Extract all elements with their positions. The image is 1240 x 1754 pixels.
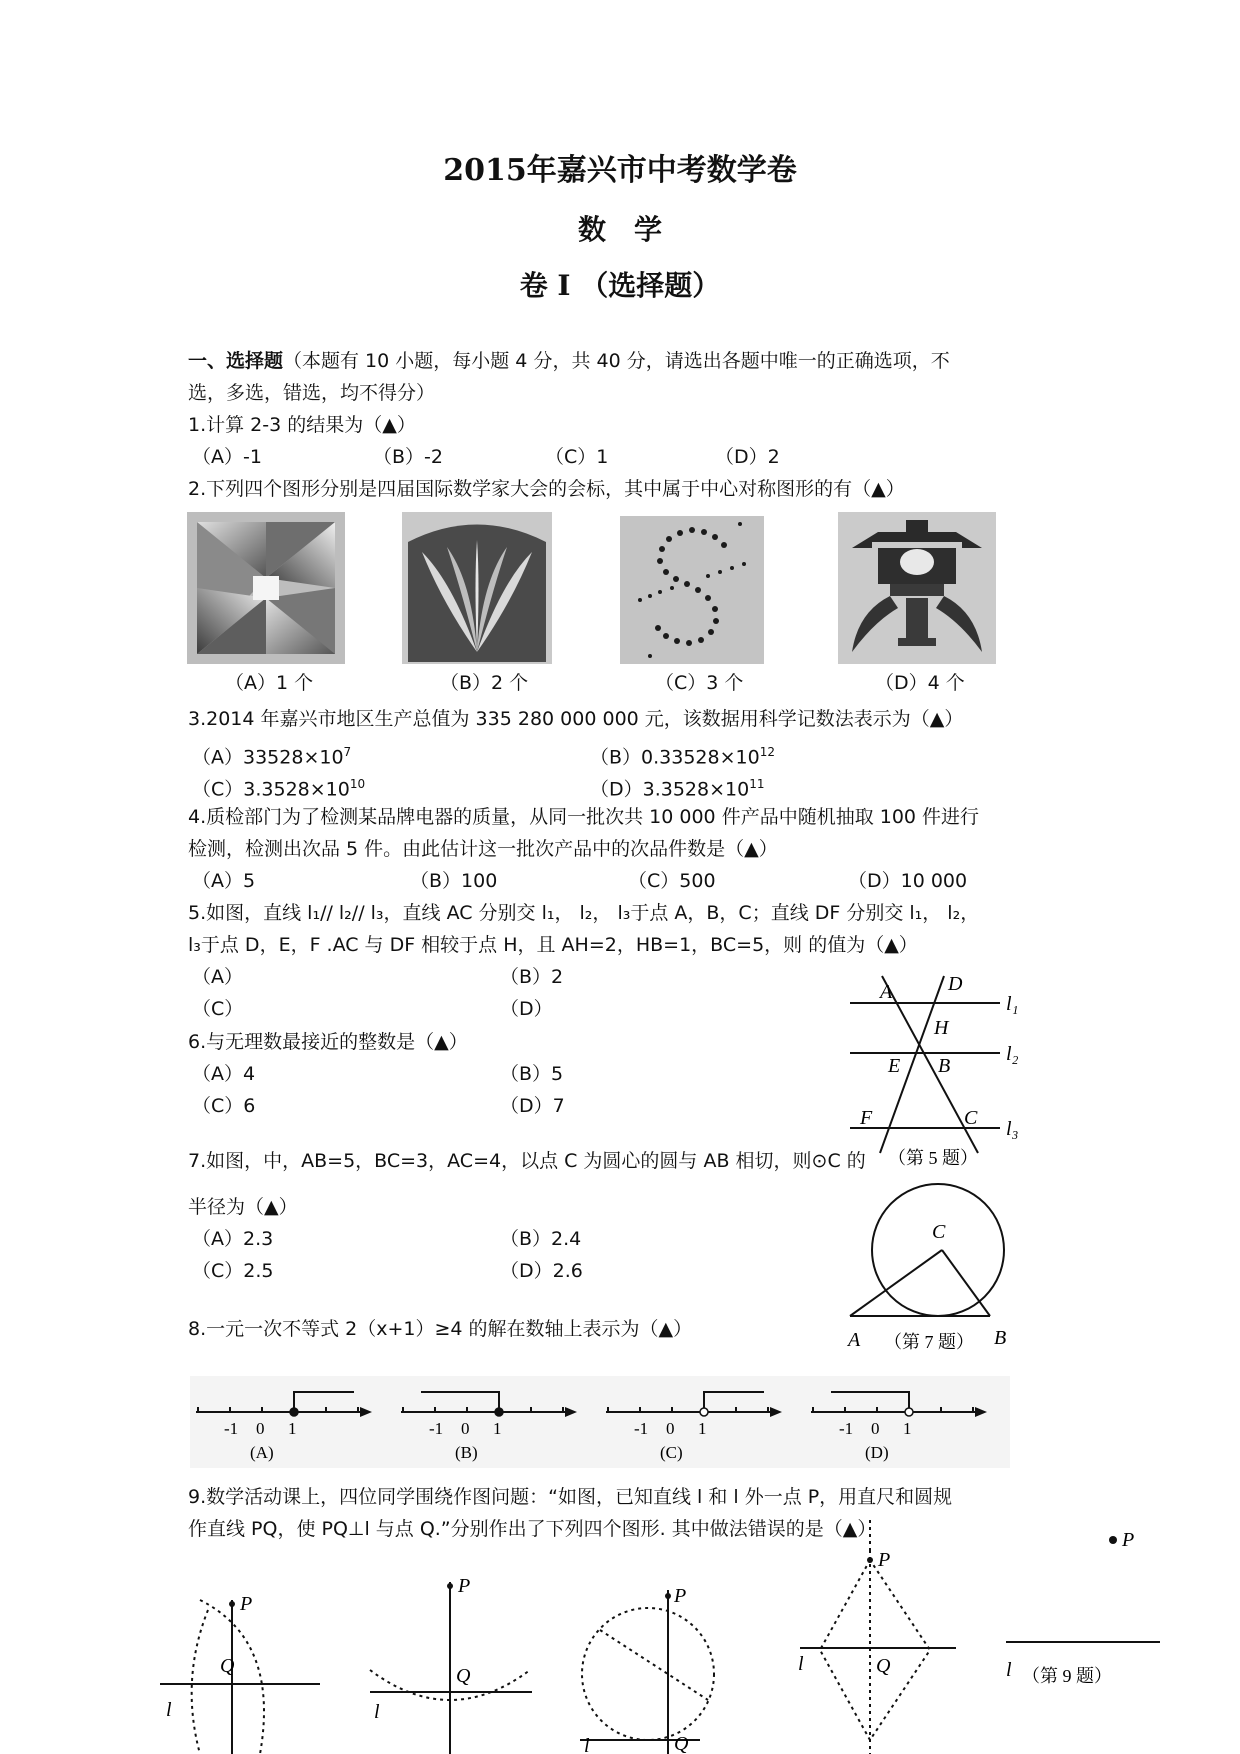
exam-title: 2015年嘉兴市中考数学卷 bbox=[443, 153, 797, 188]
instructions-line-2: 选，多选，错选，均不得分） bbox=[188, 382, 436, 404]
fig7-label-a: A bbox=[848, 1329, 861, 1351]
fig5-label-l3: l₃ bbox=[1006, 1118, 1019, 1140]
fig9-a-p: P bbox=[240, 1593, 253, 1615]
number-line-point bbox=[700, 1408, 708, 1416]
number-line-option-label: (D) bbox=[865, 1443, 889, 1462]
q4-stem-line-2: 检测，检测出次品 5 件。由此估计这一批次产品中的次品件数是（▲） bbox=[188, 838, 778, 860]
fig9-b-l: l bbox=[374, 1701, 380, 1723]
q3-option-b: $(B)0.33528\times 10^{12}$ bbox=[590, 745, 775, 769]
fig7-label-b: B bbox=[994, 1327, 1007, 1349]
figure-9-constructions bbox=[160, 1520, 1160, 1754]
logo-d-image bbox=[838, 512, 996, 664]
q8-stem: 8.一元一次不等式 2（x+1）≥4 的解在数轴上表示为（▲） bbox=[188, 1318, 693, 1340]
fig7-label-c: C bbox=[932, 1221, 946, 1243]
q1-option-a: （A）-1 bbox=[192, 446, 262, 468]
number-line-point bbox=[290, 1408, 298, 1416]
fig5-label-d: D bbox=[948, 973, 963, 995]
q4-option-a: （A）5 bbox=[192, 870, 256, 892]
fig5-label-l2: l₂ bbox=[1006, 1043, 1019, 1065]
number-line-tick-label: 1 bbox=[903, 1419, 912, 1438]
q1-option-d: （D）2 bbox=[715, 446, 780, 468]
q3-option-d: $(D)3.3528\times 10^{11}$ bbox=[590, 777, 765, 801]
q7-option-c: （C）2.5 bbox=[192, 1260, 274, 1282]
number-line-point bbox=[905, 1408, 913, 1416]
q2-option-d: （D）4 个 bbox=[875, 672, 965, 694]
subject-title: 数 学 bbox=[577, 213, 662, 246]
fig9-d-l: l bbox=[798, 1653, 804, 1675]
number-line-option-label: (C) bbox=[660, 1443, 683, 1462]
q4-option-b: （B）100 bbox=[410, 870, 498, 892]
fig9-c-q: Q bbox=[674, 1733, 689, 1754]
fig5-label-c: C bbox=[964, 1107, 978, 1129]
number-line-tick-label: 1 bbox=[288, 1419, 297, 1438]
q2-option-c: （C）3 个 bbox=[655, 672, 744, 694]
fig9-d-q: Q bbox=[876, 1655, 891, 1677]
q2-option-a: （A）1 个 bbox=[225, 672, 314, 694]
number-line-tick-label: -1 bbox=[429, 1419, 444, 1438]
number-line-option-label: (A) bbox=[250, 1443, 274, 1462]
q6-option-b: （B）5 bbox=[500, 1063, 564, 1085]
fig9-a-q: Q bbox=[220, 1655, 235, 1677]
q2-stem: 2.下列四个图形分别是四届国际数学家大会的会标，其中属于中心对称图形的有（▲） bbox=[188, 478, 905, 500]
fig9-given-l: l bbox=[1006, 1659, 1012, 1681]
number-line-tick-label: 0 bbox=[666, 1419, 675, 1438]
number-line-tick-label: 1 bbox=[698, 1419, 707, 1438]
fig5-label-e: E bbox=[888, 1055, 901, 1077]
number-line-tick-label: -1 bbox=[634, 1419, 649, 1438]
fig5-label-l1: l₁ bbox=[1006, 993, 1019, 1015]
fig9-caption: （第 9 题） bbox=[1022, 1666, 1112, 1686]
figure-7-diagram bbox=[850, 1188, 1030, 1354]
figure-8-number-lines bbox=[190, 1376, 1010, 1468]
paper-title: 卷 I （选择题） bbox=[519, 269, 721, 302]
q9-stem-line-2: 作直线 PQ，使 PQ⊥l 与点 Q.”分别作出了下列四个图形. 其中做法错误的是（▲） bbox=[188, 1518, 877, 1540]
q7-option-d: （D）2.6 bbox=[500, 1260, 583, 1282]
q3-stem: 3.2014 年嘉兴市地区生产总值为 335 280 000 000 元，该数据用科学记数法表示为（▲） bbox=[188, 708, 964, 730]
logo-a-image bbox=[187, 512, 345, 664]
section-instructions bbox=[188, 350, 950, 372]
number-line-tick-label: 1 bbox=[493, 1419, 502, 1438]
q1-stem: 1.计算 2-3 的结果为（▲） bbox=[188, 414, 416, 436]
fig5-label-h: H bbox=[934, 1017, 949, 1039]
q7-option-a: （A）2.3 bbox=[192, 1228, 274, 1250]
q6-option-c: （C）6 bbox=[192, 1095, 256, 1117]
q3-option-c: $(C)3.3528\times 10^{10}$ bbox=[192, 777, 366, 801]
q2-option-b: （B）2 个 bbox=[440, 672, 529, 694]
q9-stem-line-1: 9.数学活动课上，四位同学围绕作图问题：“如图，已知直线 l 和 l 外一点 P，用直尺和圆规 bbox=[188, 1486, 953, 1508]
fig5-caption: （第 5 题） bbox=[888, 1148, 978, 1168]
number-line-option-label: (B) bbox=[455, 1443, 478, 1462]
fig5-label-b: B bbox=[938, 1055, 951, 1077]
fig9-given-p: P bbox=[1122, 1529, 1135, 1551]
number-line-tick-label: -1 bbox=[224, 1419, 239, 1438]
logo-c-image bbox=[620, 516, 764, 664]
figure-5-diagram bbox=[840, 968, 1040, 1168]
q5-option-d: （D） bbox=[500, 998, 553, 1020]
q5-option-b: （B）2 bbox=[500, 966, 564, 988]
q5-stem-line-2: l₃于点 D，E，F .AC 与 DF 相较于点 H，且 AH=2，HB=1，BC=5，则 的值为（▲） bbox=[188, 934, 918, 956]
fig9-b-q: Q bbox=[456, 1665, 471, 1687]
q6-option-d: （D）7 bbox=[500, 1095, 565, 1117]
fig5-label-f: F bbox=[860, 1107, 873, 1129]
fig9-b-p: P bbox=[458, 1575, 471, 1597]
logo-b-image bbox=[402, 512, 552, 664]
q5-stem-line-1: 5.如图，直线 l₁// l₂// l₃，直线 AC 分别交 l₁， l₂， l₃于点 A，B，C；直线 DF 分别交 l₁， l₂， bbox=[188, 902, 980, 924]
fig9-d-p: P bbox=[878, 1549, 891, 1571]
fig9-c-l: l bbox=[584, 1735, 590, 1754]
fig7-caption: （第 7 题） bbox=[884, 1332, 974, 1352]
q1-option-b: （B）-2 bbox=[373, 446, 443, 468]
instructions-line-1: （本题有 10 小题，每小题 4 分，共 40 分，请选出各题中唯一的正确选项，不 bbox=[283, 350, 950, 372]
q4-stem-line-1: 4.质检部门为了检测某品牌电器的质量，从同一批次共 10 000 件产品中随机抽取 100 件进行 bbox=[188, 806, 980, 828]
q6-option-a: （A）4 bbox=[192, 1063, 256, 1085]
fig5-label-a: A bbox=[880, 981, 893, 1003]
section-heading: 一、选择题 bbox=[188, 350, 284, 372]
q4-option-c: （C）500 bbox=[628, 870, 716, 892]
number-line-tick-label: 0 bbox=[256, 1419, 265, 1438]
q1-option-c: （C）1 bbox=[545, 446, 609, 468]
q3-option-a: $(A)33528\times 10^7$ bbox=[192, 745, 352, 769]
q5-option-a: （A） bbox=[192, 966, 243, 988]
q7-option-b: （B）2.4 bbox=[500, 1228, 582, 1250]
q7-stem-line-2: 半径为（▲） bbox=[188, 1196, 298, 1218]
q5-option-c: （C） bbox=[192, 998, 244, 1020]
q4-option-d: （D）10 000 bbox=[848, 870, 968, 892]
fig9-c-p: P bbox=[674, 1585, 687, 1607]
number-line-point bbox=[495, 1408, 503, 1416]
number-line-tick-label: 0 bbox=[461, 1419, 470, 1438]
number-line-tick-label: 0 bbox=[871, 1419, 880, 1438]
fig9-a-l: l bbox=[166, 1699, 172, 1721]
q7-stem-line-1: 7.如图，中，AB=5，BC=3，AC=4，以点 C 为圆心的圆与 AB 相切，则⊙C 的 bbox=[188, 1150, 866, 1172]
number-line-tick-label: -1 bbox=[839, 1419, 854, 1438]
q6-stem: 6.与无理数最接近的整数是（▲） bbox=[188, 1031, 468, 1053]
